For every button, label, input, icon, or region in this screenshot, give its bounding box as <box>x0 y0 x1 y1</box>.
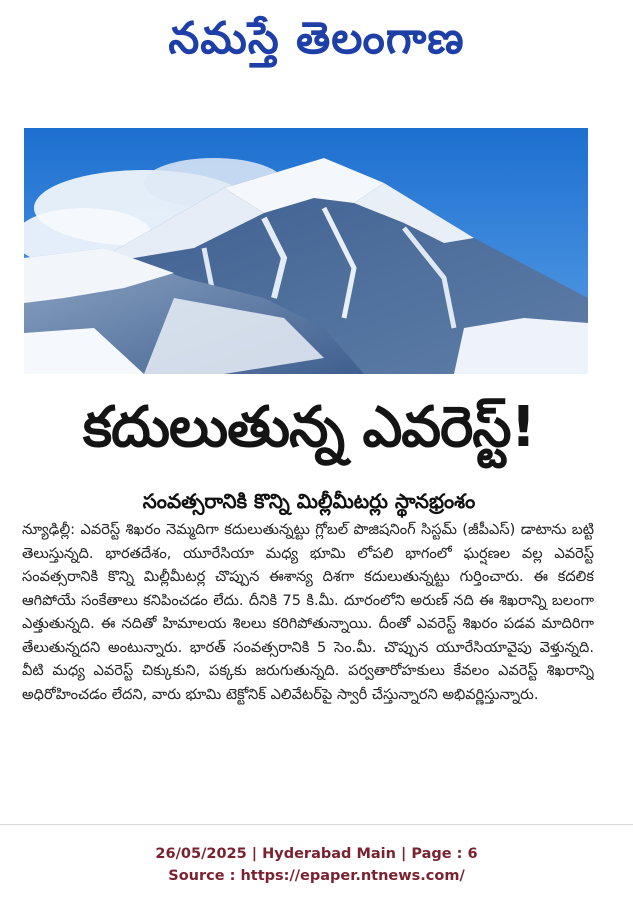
footer-divider <box>0 824 633 825</box>
article-body: న్యూఢిల్లీ: ఎవరెస్ట్ శిఖరం నెమ్మదిగా కదులుతున్నట్టు గ్లోబల్ పొజిషనింగ్ సిస్టమ్ (జీపీఎస్) డాటాను బట్టి తెలుస్తున్నది. భారతదేశం, యూరేసియా మధ్య భూమి లోపలి భాగంలో ఘర్షణల వల్ల ఎవరెస్ట్ సంవత్సరానికి కొన్ని మిల్లీమీటర్ల చొప్పున ఈశాన్య దిశగా కదులుతున్నట్టు గుర్తించారు. ఈ కదలిక ఆగిపోయే సంకేతాలు కనిపించడం లేదు. దీనికి 75 కి.మీ. దూరంలోని అరుణ్ నది ఈ శిఖరాన్ని బలంగా ఎత్తుతున్నది. ఈ నదితో హిమాలయ శిలలు కరిగిపోతున్నాయి. దీంతో ఎవరెస్ట్ శిఖరం పడవ మాదిరిగా తేలుతున్నదని అంటున్నారు. భారత్ సంవత్సరానికి 5 సెం.మీ. చొప్పున యూరేసియావైపు వెళ్తున్నది. వీటి మధ్య ఎవరెస్ట్ చిక్కుకుని, పక్కకు జరుగుతున్నది. పర్వతారోహకులు కేవలం ఎవరెస్ట్ శిఖరాన్ని అధిరోహించడం లేదని, వారు భూమి టెక్టోనిక్ ఎలివేటర్‌పై స్వారీ చేస్తున్నారని అభివర్ణిస్తున్నారు. <box>22 521 594 703</box>
article-subheadline: సంవత్సరానికి కొన్ని మిల్లీమీటర్లు స్థానభ్రంశం <box>142 489 476 513</box>
masthead <box>0 8 633 70</box>
everest-photo <box>24 128 588 374</box>
everest-illustration <box>24 128 588 374</box>
masthead-title: నమస్తే తెలంగాణ <box>168 13 465 64</box>
article-headline: కదులుతున్న ఎవరెస్ట్! <box>82 395 536 460</box>
footer-source-link[interactable]: Source : https://epaper.ntnews.com/ <box>168 868 465 884</box>
footer-edition-info: 26/05/2025 | Hyderabad Main | Page : 6 <box>155 846 478 862</box>
